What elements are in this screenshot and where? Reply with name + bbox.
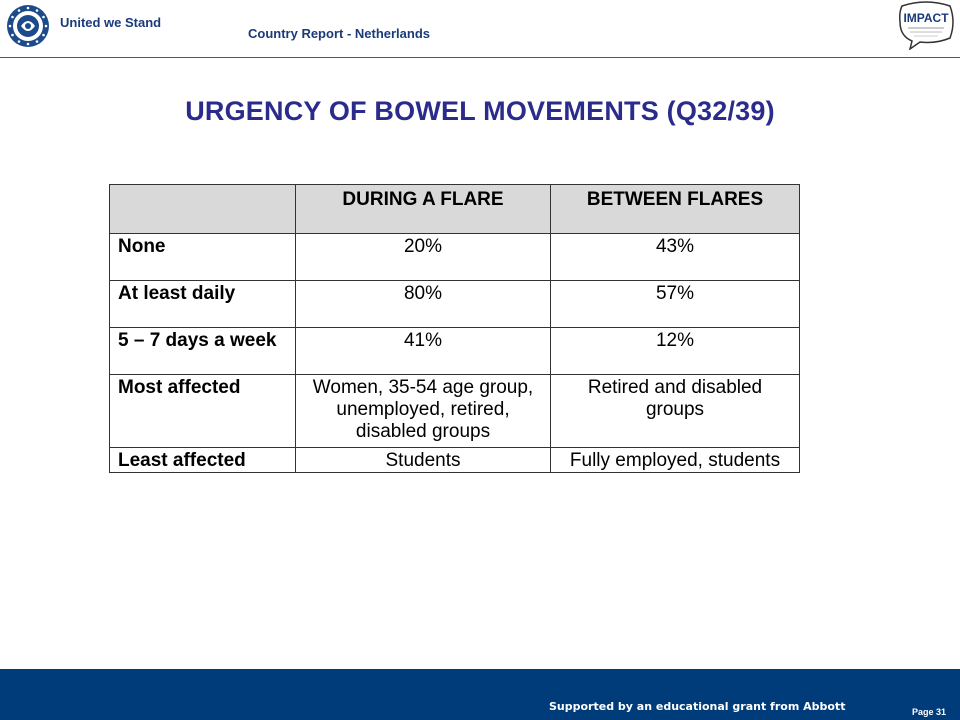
table-cell: 43% <box>551 234 800 281</box>
table-row <box>110 328 800 375</box>
table-cell: 41% <box>296 328 551 375</box>
table-header-cell: DURING A FLARE <box>296 185 551 234</box>
footer-bar <box>0 669 960 720</box>
table-cell: Students <box>296 448 551 473</box>
row-label: At least daily <box>110 281 296 328</box>
page-number: Page 31 <box>912 707 947 717</box>
table-cell: Retired and disabled groups <box>551 375 800 448</box>
row-label: Most affected <box>110 375 296 448</box>
impact-logo-icon <box>896 0 956 50</box>
table-cell: Women, 35-54 age group, unemployed, retired, disabled groups <box>296 375 551 448</box>
table-row <box>110 448 800 473</box>
table-cell: 80% <box>296 281 551 328</box>
table-cell: 12% <box>551 328 800 375</box>
header-divider <box>0 57 960 58</box>
brand-name: United we Stand <box>60 15 162 30</box>
footer-support-text: Supported by an educational grant from Abbott <box>549 700 846 713</box>
table-cell: 57% <box>551 281 800 328</box>
row-label: 5 – 7 days a week <box>110 328 296 375</box>
efcca-logo-icon <box>6 4 50 48</box>
row-label: Least affected <box>110 448 296 473</box>
svg-text:IMPACT: IMPACT <box>903 11 949 25</box>
row-label: None <box>110 234 296 281</box>
table-header-row <box>110 185 800 234</box>
table-header-cell <box>110 185 296 234</box>
table-header-cell: BETWEEN FLARES <box>551 185 800 234</box>
table-row <box>110 281 800 328</box>
table-row <box>110 375 800 448</box>
table-row <box>110 234 800 281</box>
slide-title: URGENCY OF BOWEL MOVEMENTS (Q32/39) <box>185 96 775 126</box>
report-subtitle: Country Report - Netherlands <box>248 26 431 41</box>
table-cell: Fully employed, students <box>551 448 800 473</box>
urgency-table <box>109 184 800 473</box>
table-cell: 20% <box>296 234 551 281</box>
